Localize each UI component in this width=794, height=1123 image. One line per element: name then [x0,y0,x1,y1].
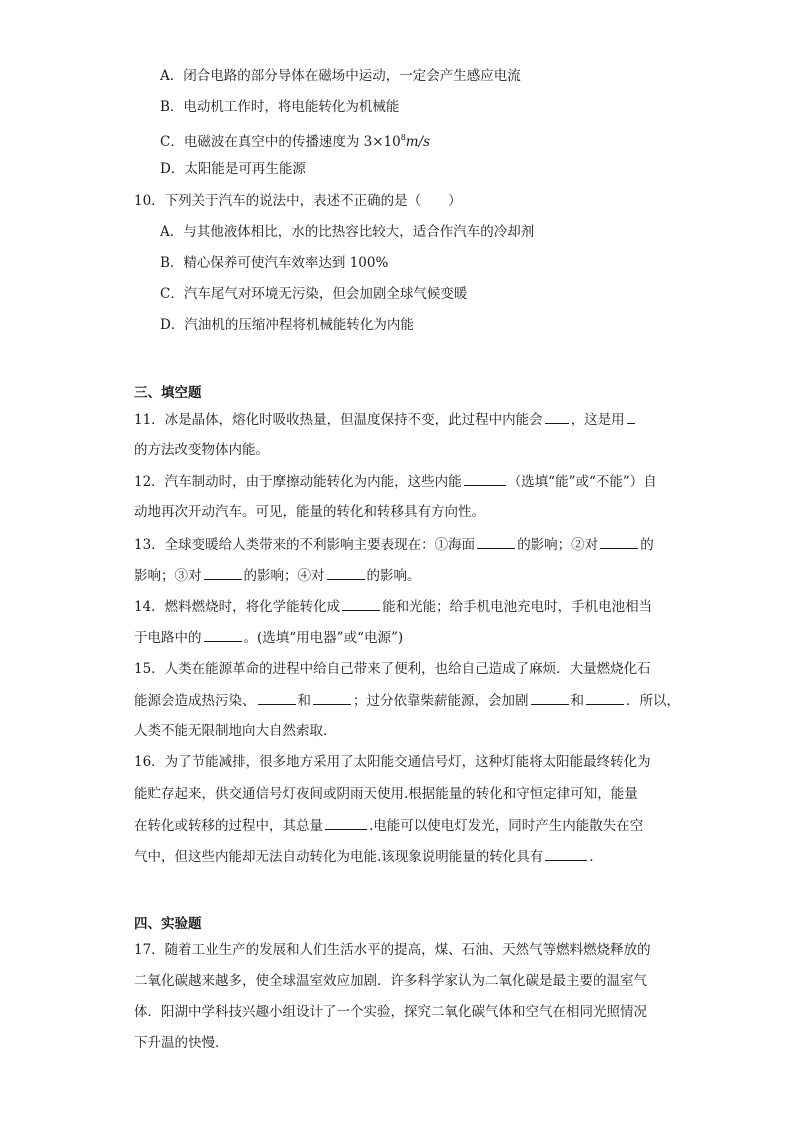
q10-option-c: C．汽车尾气对环境无污染，但会加剧全球气候变暖 [160,286,468,302]
q15-blank-1 [258,690,296,705]
q13-blank-1 [477,534,515,549]
q16-blank-2 [545,846,587,861]
q15-blank-4 [586,690,624,705]
q14-blank-1 [342,596,380,611]
q10-option-b: B．精心保养可使汽车效率达到 100% [160,255,389,271]
q16-line2: 能贮存起来，供交通信号灯夜间或阴雨天使用.根据能量的转化和守恒定律可知，能量 [134,786,638,802]
q14-line2 [134,627,403,648]
q14-blank-2 [204,627,242,642]
q12-line1 [134,471,657,492]
q17-line2: 二氧化碳越来越多，使全球温室效应加剧．许多科学家认为二氧化碳是最主要的温室气 [134,973,647,989]
q11-text-2: ，这是用 [570,412,625,428]
q13-text-e: 的影响；④对 [243,568,325,584]
q16-text-b: .电能可以使电灯发光，同时产生内能散失在空 [369,818,644,834]
q9-option-a: A．闭合电路的部分导体在磁场中运动，一定会产生感应电流 [160,68,521,84]
q16-text-a: 在转化或转移的过程中，其总量 [134,818,323,834]
q13-text-d: 影响；③对 [134,568,202,584]
q13-text-b: 的影响；②对 [517,537,599,553]
q15-text-e: ．所以， [626,693,680,709]
q17-line4: 下升温的快慢． [134,1035,229,1051]
q14-text-d: 。(选填“用电器”或“电源”) [243,630,404,646]
q9-option-c [160,128,430,152]
q13-line2 [134,565,421,586]
q15-text-c: ；过分依靠柴薪能源，会加剧 [353,693,529,709]
section-fill-in: 三、填空题 [134,385,202,401]
q12-line2: 动地再次开动汽车。可见，能量的转化和转移具有方向性。 [134,504,485,520]
q14-text-b: 能和光能；给手机电池充电时，手机电池相当 [382,599,653,615]
q10-option-d: D．汽油机的压缩冲程将机械能转化为内能 [160,317,414,333]
q13-line1 [134,534,654,555]
q16-line1: 16．为了节能减排，很多地方采用了太阳能交通信号灯，这种灯能将太阳能最终转化为 [134,754,651,770]
q9-option-c-text: C．电磁波在真空中的传播速度为 3×10 [160,134,401,150]
q14-text-c: 于电路中的 [134,630,202,646]
q13-blank-3 [204,565,242,580]
q9-option-d: D．太阳能是可再生能源 [160,161,306,177]
q13-text-a: 13．全球变暖给人类带来的不利影响主要表现在：①海面 [134,537,476,553]
q17-line3: 体．阳湖中学科技兴趣小组设计了一个实验，探究二氧化碳气体和空气在相同光照情况 [134,1004,647,1020]
q11-blank-1 [545,409,569,424]
q12-blank [464,471,506,486]
q10-stem: 10．下列关于汽车的说法中，表述不正确的是（ ） [134,193,462,209]
q11-text: 11．冰是晶体，熔化时吸收热量，但温度保持不变，此过程中内能会 [134,412,543,428]
q13-text-c: 的 [640,537,654,553]
q15-line1: 15．人类在能源革命的进程中给自己带来了便利，也给自己造成了麻烦．大量燃烧化石 [134,661,651,677]
q11-line1 [134,409,637,430]
q15-text-b: 和 [297,693,311,709]
q13-blank-2 [600,534,638,549]
q12-text: 12．汽车制动时，由于摩擦动能转化为内能，这些内能 [134,474,462,490]
q11-line2: 的方法改变物体内能。 [134,442,269,458]
q15-text-d: 和 [570,693,584,709]
q14-text-a: 14．燃料燃烧时，将化学能转化成 [134,599,341,615]
q15-line3: 人类不能无限制地向大自然索取． [134,723,337,739]
q16-line4 [134,846,594,867]
section-experiment: 四、实验题 [134,916,202,932]
q16-line3 [134,815,643,836]
q16-text-c: 气中，但这些内能却无法自动转化为电能.该现象说明能量的转化具有 [134,849,544,865]
q16-blank-1 [325,815,367,830]
q13-text-f: 的影响。 [366,568,421,584]
q14-line1 [134,596,652,617]
q9-option-c-unit: m/s [405,134,431,150]
q15-text-a: 能源会造成热污染、 [134,693,256,709]
q10-option-a: A．与其他液体相比，水的比热容比较大，适合作汽车的冷却剂 [160,224,535,240]
q13-blank-4 [327,565,365,580]
q9-option-c-exponent: 8 [400,133,406,142]
q15-blank-2 [313,690,351,705]
q15-line2 [134,690,680,711]
q15-blank-3 [531,690,569,705]
q11-blank-2 [627,409,635,424]
q9-option-b: B．电动机工作时，将电能转化为机械能 [160,99,400,115]
q12-text-2: （选填“能”或“不能”）自 [507,474,657,490]
q17-line1: 17．随着工业生产的发展和人们生活水平的提高，煤、石油、天然气等燃料燃烧释放的 [134,942,651,958]
q16-text-d: . [589,849,594,865]
